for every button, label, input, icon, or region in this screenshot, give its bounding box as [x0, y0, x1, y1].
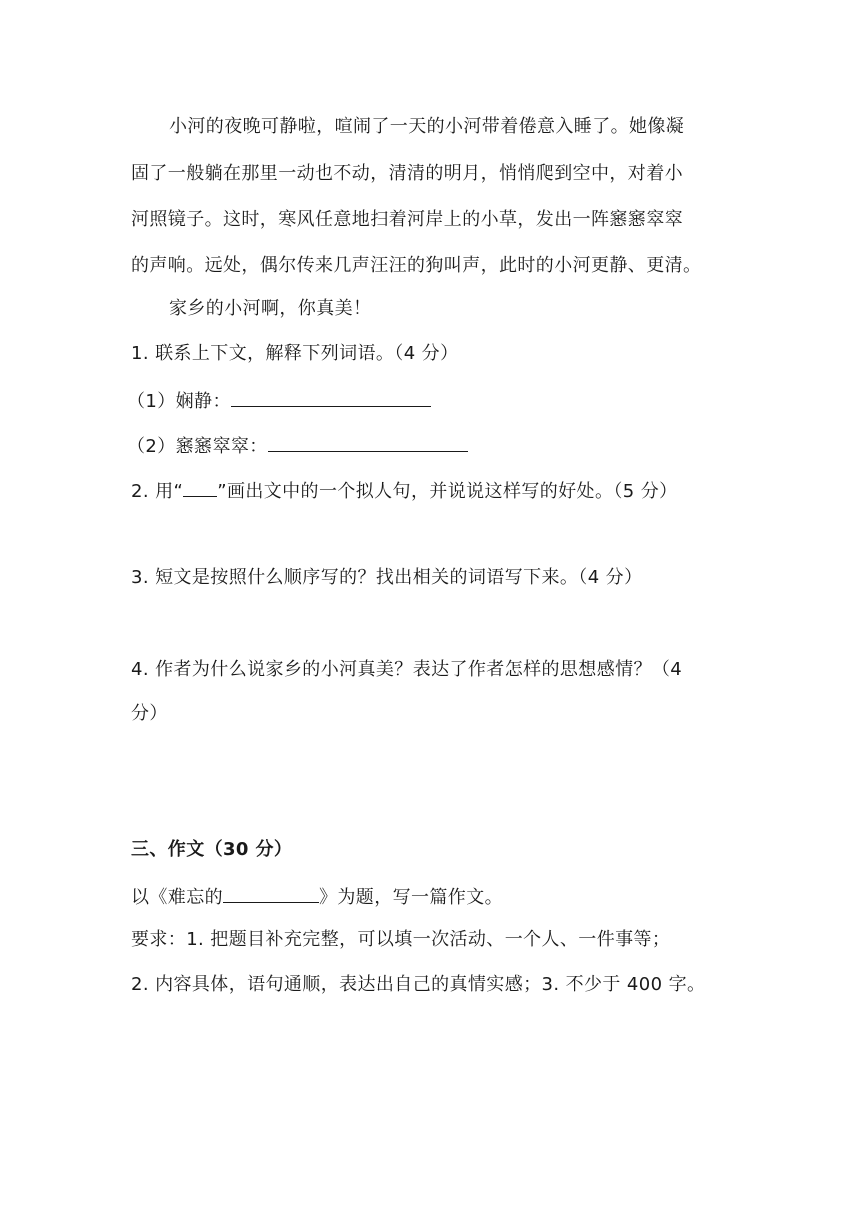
composition-requirement-line-2: 2. 内容具体，语句通顺，表达出自己的真情实感；3. 不少于 400 字。 — [131, 974, 706, 995]
question-2-prefix: 2. 用“ — [131, 481, 184, 502]
wavy-line-sample — [183, 476, 217, 497]
question-4-line-2: 分） — [131, 703, 168, 724]
passage-line: 小河的夜晚可静啦，喧闹了一天的小河带着倦意入睡了。她像凝 — [169, 116, 685, 137]
answer-blank[interactable] — [268, 431, 468, 452]
composition-heading: 三、作文（30 分） — [131, 839, 293, 860]
composition-requirement-line-1: 要求：1. 把题目补充完整，可以填一次活动、一个人、一件事等； — [131, 929, 671, 950]
passage-closing-line: 家乡的小河啊，你真美！ — [169, 298, 372, 319]
question-1-1-label: （1）娴静： — [127, 391, 231, 412]
question-3: 3. 短文是按照什么顺序写的？找出相关的词语写下来。（4 分） — [131, 567, 643, 588]
question-4-line-1: 4. 作者为什么说家乡的小河真美？表达了作者怎样的思想感情？（4 — [131, 659, 683, 680]
question-2-suffix: ”画出文中的一个拟人句，并说说这样写的好处。（5 分） — [217, 481, 678, 502]
question-1-1 — [127, 386, 431, 415]
title-blank[interactable] — [223, 882, 319, 903]
passage-line: 固了一般躺在那里一动也不动，清清的明月，悄悄爬到空中，对着小 — [131, 163, 683, 184]
passage-line: 河照镜子。这时，寒风任意地扫着河岸上的小草，发出一阵窸窸窣窣 — [131, 209, 683, 230]
composition-prompt — [131, 882, 503, 911]
question-1: 1. 联系上下文，解释下列词语。（4 分） — [131, 343, 459, 364]
composition-prompt-suffix: 》为题，写一篇作文。 — [319, 887, 503, 908]
answer-blank[interactable] — [231, 386, 431, 407]
question-1-2-label: （2）窸窸窣窣： — [127, 436, 268, 457]
passage-line: 的声响。远处，偶尔传来几声汪汪的狗叫声，此时的小河更静、更清。 — [131, 255, 702, 276]
question-2 — [131, 476, 678, 505]
composition-prompt-prefix: 以《难忘的 — [131, 887, 223, 908]
question-1-2 — [127, 431, 468, 460]
